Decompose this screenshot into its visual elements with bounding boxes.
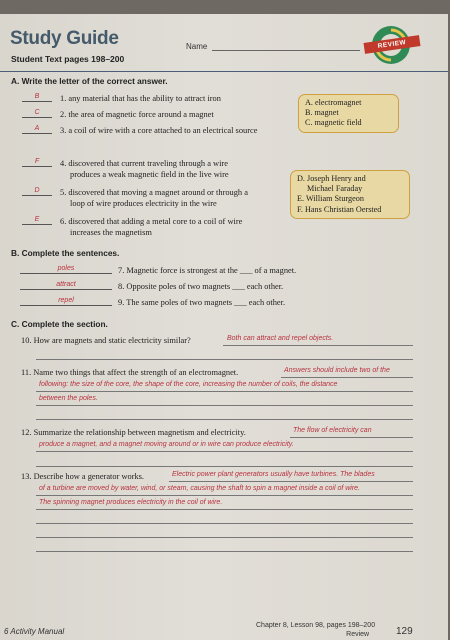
question-4-line1: 4. discovered that current traveling through a wire	[60, 159, 228, 168]
answer-line	[36, 405, 413, 406]
footer-lesson-info	[256, 621, 375, 639]
answer-line	[36, 466, 413, 467]
question-2: 2. the area of magnetic force around a magnet	[60, 110, 214, 119]
answer-line	[36, 495, 413, 496]
word-bank-item: D. Joseph Henry and	[297, 174, 366, 183]
answer-11-line1[interactable]: Answers should include two of the	[284, 367, 390, 374]
answer-13-line3[interactable]: The spinning magnet produces electricity in the coil of wire.	[39, 499, 223, 506]
word-bank-item: E. William Sturgeon	[297, 194, 364, 204]
review-badge-label: REVIEW	[364, 35, 421, 54]
question-10: 10. How are magnets and static electricity similar?	[21, 336, 191, 345]
name-line	[212, 50, 360, 51]
question-5	[60, 188, 248, 209]
answer-line	[36, 391, 413, 392]
word-bank-item: C. magnetic field	[305, 118, 362, 128]
answer-line	[36, 537, 413, 538]
answer-11-line3[interactable]: between the poles.	[39, 395, 98, 402]
page-subtitle: Student Text pages 198–200	[11, 54, 125, 64]
answer-blank-9[interactable]: repel	[20, 296, 112, 306]
section-b-heading: B. Complete the sentences.	[11, 248, 120, 258]
section-a-heading: A. Write the letter of the correct answer.	[11, 76, 168, 86]
answer-13-line2[interactable]: of a turbine are moved by water, wind, or steam, causing the shaft to spin a magnet inside a coil of wire.	[39, 485, 361, 492]
word-bank-2	[290, 170, 410, 219]
answer-10[interactable]: Both can attract and repel objects.	[227, 335, 334, 342]
question-11: 11. Name two things that affect the strength of an electromagnet.	[21, 368, 239, 377]
question-6-line2: increases the magnetism	[70, 227, 152, 237]
question-4	[60, 159, 229, 180]
answer-blank-5[interactable]: D	[22, 186, 52, 196]
question-7: 7. Magnetic force is strongest at the ___ of a magnet.	[118, 266, 297, 275]
question-12: 12. Summarize the relationship between magnetism and electricity.	[21, 428, 246, 437]
answer-blank-6[interactable]: E	[22, 215, 52, 225]
answer-line	[36, 509, 413, 510]
answer-12-line1[interactable]: The flow of electricity can	[293, 427, 372, 434]
answer-line	[281, 377, 413, 378]
header-divider	[0, 71, 448, 72]
question-13: 13. Describe how a generator works.	[21, 472, 145, 481]
answer-line	[223, 345, 413, 346]
question-4-line2: produces a weak magnetic field in the live wire	[70, 169, 229, 179]
answer-line	[36, 451, 413, 452]
answer-line	[36, 551, 413, 552]
footer-review: Review	[346, 631, 370, 638]
word-bank-item: F. Hans Christian Oersted	[297, 204, 382, 214]
question-5-line2: loop of wire produces electricity in the wire	[70, 198, 217, 208]
name-label: Name	[186, 42, 208, 51]
answer-12-line2[interactable]: produce a magnet, and a magnet moving around or in wire can produce electricity.	[39, 441, 294, 448]
question-3: 3. a coil of wire with a core attached to an electrical source	[60, 126, 258, 135]
answer-line	[36, 359, 413, 360]
word-bank-item: Michael Faraday	[307, 184, 363, 194]
question-6-line1: 6. discovered that adding a metal core to a coil of wire	[60, 217, 243, 226]
word-bank-item: A. electromagnet	[305, 98, 362, 107]
answer-line	[169, 481, 413, 482]
page-number: 129	[396, 626, 413, 637]
answer-blank-4[interactable]: F	[22, 157, 52, 167]
answer-blank-8[interactable]: attract	[20, 280, 112, 290]
word-bank-1	[298, 94, 399, 133]
answer-blank-7[interactable]: poles	[20, 264, 112, 274]
section-c-heading: C. Complete the section.	[11, 319, 108, 329]
answer-13-line1[interactable]: Electric power plant generators usually have turbines. The blades	[172, 471, 375, 478]
word-bank-item: B. magnet	[305, 108, 339, 118]
answer-line	[36, 419, 413, 420]
answer-line	[290, 437, 413, 438]
question-8: 8. Opposite poles of two magnets ___ each other.	[118, 282, 284, 291]
question-5-line1: 5. discovered that moving a magnet around or through a	[60, 188, 248, 197]
worksheet-page	[0, 14, 448, 640]
answer-line	[36, 523, 413, 524]
question-1: 1. any material that has the ability to attract iron	[60, 94, 221, 103]
answer-blank-3[interactable]: A	[22, 124, 52, 134]
answer-blank-1[interactable]: B	[22, 92, 52, 102]
page-title: Study Guide	[10, 28, 119, 49]
footer-book-title: 6 Activity Manual	[4, 627, 65, 636]
footer-lesson: Chapter 8, Lesson 98, pages 198–200	[256, 622, 376, 629]
question-6	[60, 217, 242, 238]
answer-blank-2[interactable]: C	[22, 108, 52, 118]
question-9: 9. The same poles of two magnets ___ each other.	[118, 298, 286, 307]
answer-11-line2[interactable]: following: the size of the core, the shape of the core, increasing the number of coils, the distance	[39, 381, 338, 388]
